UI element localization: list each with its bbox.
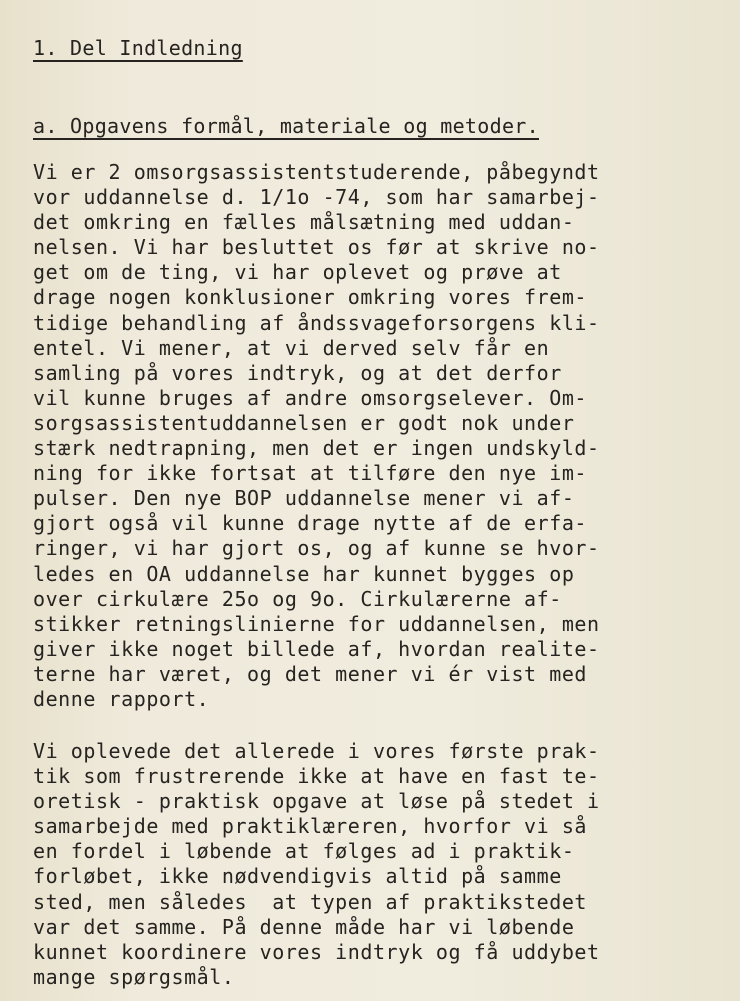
text-line: tik som frustrerende ikke at have en fast te- [33,764,600,789]
text-line: samarbejde med praktiklæreren, hvorfor vi så [33,814,588,839]
text-line: Vi er 2 omsorgsassistentstuderende, påbegyndt [33,160,600,184]
text-line: mange spørgsmål. [33,964,235,989]
text-line: en fordel i løbende at følges ad i praktik- [33,839,575,864]
text-line: kunnet koordinere vores indtryk og få uddybet [33,939,600,964]
text-line: vor uddannelse d. 1/1o -74, som har samarbej- [33,185,600,210]
chapter-heading: 1. Del Indledning [33,36,243,60]
text-line: stærk nedtrapning, men det er ingen undskyld- [33,436,600,461]
text-line: drage nogen konklusioner omkring vores frem- [33,285,588,310]
text-line: ning for ikke fortsat at tilføre den nye im- [33,461,588,486]
text-line: vil kunne bruges af andre omsorgselever. Om- [33,385,588,410]
text-line: det omkring en fælles målsætning med uddan- [33,210,575,235]
text-line: ringer, vi har gjort os, og af kunne se hvor- [33,536,600,561]
text-line: gjort også vil kunne drage nytte af de erfa- [33,511,588,536]
text-line: get om de ting, vi har oplevet og prøve at [33,260,562,285]
text-line: forløbet, ikke nødvendigvis altid på samme [33,864,562,889]
paragraph-2 [33,739,733,990]
text-line: entel. Vi mener, at vi derved selv får en [33,335,550,360]
text-line: over cirkulære 25o og 9o. Cirkulærerne af- [33,586,562,611]
section-heading: a. Opgavens formål, materiale og metoder. [33,114,539,138]
text-line: giver ikke noget billede af, hvordan realite- [33,636,600,661]
text-line: Vi oplevede det allerede i vores første prak- [33,739,600,763]
text-line: stikker retningslinierne for uddannelsen, men [33,611,600,636]
text-line: sted, men således at typen af praktikstedet [33,889,588,914]
text-line: tidige behandling af åndssvageforsorgens kli- [33,310,600,335]
text-line: denne rapport. [33,686,210,711]
paragraph-1 [33,160,733,712]
text-line: var det samme. På denne måde har vi løbende [33,914,575,939]
text-line: pulser. Den nye BOP uddannelse mener vi af- [33,486,575,511]
text-line: terne har været, og det mener vi ér vist med [33,661,588,686]
text-line: oretisk - praktisk opgave at løse på stedet i [33,789,600,814]
text-line: nelsen. Vi har besluttet os før at skrive no- [33,235,600,260]
text-line: ledes en OA uddannelse har kunnet bygges op [33,561,575,586]
text-line: samling på vores indtryk, og at det derfor [33,360,562,385]
text-line: sorgsassistentuddannelsen er godt nok under [33,410,575,435]
